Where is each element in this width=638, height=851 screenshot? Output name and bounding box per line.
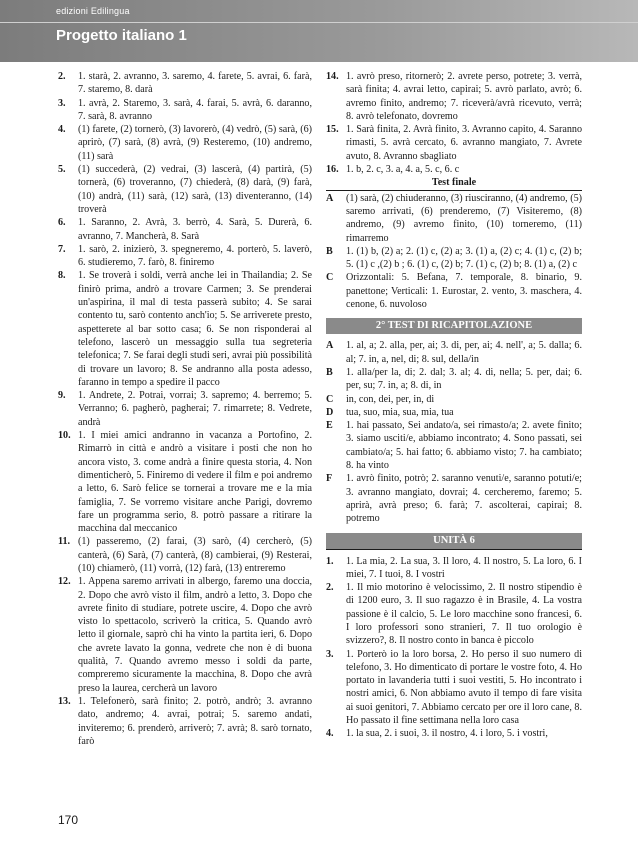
unit6-exercise-4 (326, 727, 582, 740)
exercise-number: 3. (326, 648, 334, 660)
exercise-number: 9. (58, 390, 66, 402)
section-answers: (1) sarà, (2) chiuderanno, (3) riusciranno, (4) andremo, (5) saremo arrivati, (6) prenderemo, (7) Visiteremo, (8) andremo, (9) avremo finito, (10) torneremo, (11) rimarremo (346, 192, 582, 244)
section-answers: 1. alla/per la, di; 2. dal; 3. al; 4. di, nella; 5. per, dai; 6. per, su; 7. in, a; 8. di, in (346, 366, 582, 392)
section-letter: B (326, 366, 333, 378)
recap-f (326, 472, 582, 525)
recap-c (326, 393, 582, 406)
exercise-number: 7. (58, 243, 66, 255)
section-answers: 1. al, a; 2. alla, per, ai; 3. di, per, ai; 4. nell', a; 5. dalla; 6. al; 7. in, a, nel, di; 8. sul, della/in (346, 340, 582, 365)
test-finale-title: Test finale (326, 176, 582, 190)
exercise-answers: 1. starà, 2. avranno, 3. saremo, 4. farete, 5. avrai, 6. farà, 7. staremo, 8. darà (78, 71, 312, 96)
exercise-4 (58, 123, 312, 163)
exercise-number: 11. (58, 536, 71, 548)
section-letter: D (326, 406, 334, 418)
exercise-2 (58, 70, 312, 97)
exercise-answers: 1. la sua, 2. i suoi, 3. il nostro, 4. i loro, 5. i vostri, (346, 728, 548, 740)
exercise-answers: 1. La mia, 2. La sua, 3. Il loro, 4. Il nostro, 5. La loro, 6. I miei, 7. I tuoi, 8. I vostri (346, 555, 582, 580)
exercise-number: 2. (58, 71, 66, 82)
exercise-5 (58, 163, 312, 216)
exercise-16 (326, 163, 582, 176)
exercise-number: 3. (58, 97, 66, 109)
section-answers: Orizzontali: 5. Befana, 7. temporale, 8. binario, 9. panettone; Verticali: 1. Eurostar, 2. vento, 3. maschera, 4. cenone, 6. nuvoloso (346, 272, 582, 311)
exercise-10 (58, 429, 312, 535)
test-finale-a (326, 192, 582, 245)
publisher-label: edizioni Edilingua (56, 6, 130, 16)
section-letter: A (326, 340, 334, 352)
exercise-11 (58, 535, 312, 575)
exercise-answers: 1. Andrete, 2. Potrai, vorrai; 3. sapremo; 4. berremo; 5. Verranno; 6. pagherò, pagherai; 7. rimarrete; 8. Vedrete, andrà (78, 390, 312, 428)
section-answers: 1. hai passato, Sei andato/a, sei rimasto/a; 2. avete finito; 3. siamo usciti/e, abbiamo incontrato; 4. Sono passati, sei cambiato/a; 5. hai fatto; 6. abbiamo visto; 7. ha cambiato; 8. ha vinto (346, 420, 582, 472)
exercise-number: 1. (326, 555, 334, 567)
series-title: Progetto italiano 1 (56, 27, 187, 44)
recap-test-banner: 2° TEST DI RICAPITOLAZIONE (326, 318, 582, 334)
exercise-answers: 1. Saranno, 2. Avrà, 3. berrò, 4. Sarà, 5. Durerà, 6. avranno, 7. Mancherà, 8. Sarà (78, 217, 312, 242)
right-column (326, 70, 582, 741)
exercise-number: 15. (326, 124, 339, 136)
page-number: 170 (58, 813, 79, 827)
exercise-answers: 1. b, 2. c, 3. a, 4. a, 5. c, 6. c (346, 164, 460, 176)
exercise-number: 13. (58, 695, 71, 707)
exercise-answers: 1. I miei amici andranno in vacanza a Portofino, 2. Rimarrò in città e andrò a visitare i posti che non ho ancora visto, 3. come andrà a finire questa storia, 4. Non dimenticherò, 5. Finiremo di vedere il film e poi andremo a letto, 6. Sarò felice se tornerai a trovare me e la mia famiglia, 7. Se vorremo visitare anche Parigi, dovremo fare un programma serio, 8. potrò passare a ritirare la macchina dal meccanico (78, 430, 312, 535)
unit6-exercise-3 (326, 648, 582, 728)
exercise-answers: 1. avrà, 2. Staremo, 3. sarà, 4. farai, 5. avrà, 6. daranno, 7. sarà, 8. avranno (78, 97, 312, 122)
exercise-6 (58, 216, 312, 243)
exercise-answers: 1. Il mio motorino è velocissimo, 2. Il nostro stipendio è di 1200 euro, 3. Il suo ragazzo è in Brasile, 4. La vostra passione è il calcio, 5. Le loro macchine sono francesi, 6. I loro professori sono stranieri, 7. Il tuo orologio è svizzero?, 8. Il nostro conto in banca è piccolo (346, 582, 582, 647)
section-letter: C (326, 393, 334, 405)
exercise-number: 12. (58, 576, 71, 588)
section-letter: A (326, 192, 334, 204)
section-letter: B (326, 245, 333, 257)
exercise-answers: (1) passeremo, (2) farai, (3) sarò, (4) cercherò, (5) canterà, (6) Sarà, (7) canterà, (8) cambierai, (9) Resterai, (10) chiamerò, (11) vorrà, (12) farà, (13) entreremo (78, 536, 312, 574)
exercise-9 (58, 389, 312, 429)
exercise-answers: 1. Se troverà i soldi, verrà anche lei in Thailandia; 2. Se finirò prima, andrò a trovare Carmen; 3. Se prenderai un'aspirina, il mal di testa passerà subito; 4. Se sarai contento tu, sarò contento anch'io; 5. Se arriverete presto, aspetterete al bar sotto casa; 6. Se non risponderai al telefono, lascerò un messaggio sulla tua segreteria telefonica; 7. Se farai degli studi seri, avrai più possibilità di trovare un lavoro; 8. Se andranno alla posta adesso, faranno in tempo a spedire il pacco (78, 270, 312, 388)
section-answers: in, con, dei, per, in, di (346, 393, 435, 405)
exercise-number: 8. (58, 270, 66, 282)
recap-d (326, 406, 582, 419)
exercise-number: 10. (58, 430, 71, 442)
recap-e (326, 419, 582, 472)
exercise-number: 16. (326, 164, 339, 176)
recap-a (326, 339, 582, 366)
unit6-exercise-2 (326, 581, 582, 647)
unit-6-banner: UNITÀ 6 (326, 533, 582, 550)
section-answers: 1. (1) b, (2) a; 2. (1) c, (2) a; 3. (1) a, (2) c; 4. (1) c, (2) b; 5. (1) c ,(2) b ; 6. (1) c, (2) b; 7. (1) c, (2) b; 8. (1) a, (2) c (346, 245, 582, 271)
exercise-answers: 1. Porterò io la loro borsa, 2. Ho perso il suo numero di telefono, 3. Ho dimenticato di portare le vostre foto, 4. Ho portato in lavanderia tutti i suoi vestiti, 5. Ho incontrato i nostri amici, 6. Non abbiamo avuto il tempo di fare visita ai suoi genitori, 7. Abbiamo cercato per ore il loro cane, 8. Ho passato il fine settimana nella loro casa (346, 648, 582, 727)
exercise-15 (326, 123, 582, 163)
recap-b (326, 366, 582, 393)
unit6-exercise-1 (326, 555, 582, 582)
section-answers: 1. avrò finito, potrò; 2. saranno venuti/e, saranno potuti/e; 3. avranno mangiato, dovrai; 4. cercheremo, faremo; 5. aprirà, avrà preso; 6. farà; 7. ascolterai, capirai; 8. potremo (346, 473, 582, 525)
exercise-12 (58, 575, 312, 695)
exercise-number: 14. (326, 71, 339, 82)
exercise-answers: 1. Sarà finita, 2. Avrà finito, 3. Avranno capito, 4. Saranno rimasti, 5. avrà cercato, 6. avranno mangiato, 7. Avrete avuto, 8. Avranno sbagliato (346, 124, 582, 162)
exercise-number: 4. (326, 728, 334, 740)
page-header (0, 0, 638, 62)
left-column (58, 70, 312, 748)
exercise-answers: 1. avrò preso, ritornerò; 2. avrete perso, potrete; 3. verrà, sarà finita; 4. avrai letto, capirai; 5. avrò parlato, avrò; 6. avremo finito, andremo; 7. riceverà/avrà ricevuto, verrà; 8. avrò telefonato, dovremo (346, 71, 582, 122)
test-finale-c (326, 271, 582, 311)
exercise-7 (58, 243, 312, 270)
exercise-8 (58, 269, 312, 389)
exercise-13 (58, 695, 312, 748)
exercise-number: 5. (58, 164, 66, 176)
exercise-answers: 1. sarò, 2. inizierò, 3. spegneremo, 4. porterò, 5. laverò, 6. studieremo, 7. farò, 8. finiremo (78, 243, 312, 269)
section-letter: E (326, 420, 333, 432)
exercise-answers: (1) succederà, (2) vedrai, (3) lascerà, (4) partirà, (5) tornerà, (6) troveranno, (7) chiederà, (8) darà, (9) farà, (10) andrà, (11) sarà, (12) sarà, (13) diventeranno, (14) troverà (78, 164, 312, 215)
exercise-answers: 1. Telefonerò, sarà finito; 2. potrò, andrò; 3. avranno dato, andremo; 4. avrai, potrai; 5. saremo andati, inviteremo; 6. prenderò, arriverò; 7. avrà; 8. sarò tornato, farò (78, 695, 312, 747)
exercise-3 (58, 97, 312, 124)
exercise-14 (326, 70, 582, 123)
exercise-answers: 1. Appena saremo arrivati in albergo, faremo una doccia, 2. Dopo che avrò visto il film, andrò a letto, 3. Dopo che avrete finito di studiare, potrete uscire, 4. Dopo che avrò visto lo spettacolo, scriverò la critica, 5. Quando avrò letto il giornale, saprò chi ha vinto la partita ieri, 6. Dopo che avrete lavato la gonna, vedrete che non è di buona qualità, 7. Quando avremo messo i soldi da parte, compreremo sicuramente la macchina, 8. Dopo che avrà preso la laurea, cercherà un lavoro (78, 576, 312, 694)
header-divider (0, 22, 638, 23)
exercise-number: 6. (58, 217, 66, 229)
section-letter: C (326, 272, 334, 284)
test-finale-b (326, 245, 582, 272)
exercise-answers: (1) farete, (2) tornerò, (3) lavorerò, (4) vedrò, (5) sarà, (6) aprirò, (7) sarà, (8) avrà, (9) Resteremo, (10) andremo, (11) sarà (78, 124, 312, 162)
exercise-number: 4. (58, 124, 66, 136)
section-answers: tua, suo, mia, sua, mia, tua (346, 406, 454, 418)
exercise-number: 2. (326, 582, 334, 594)
section-letter: F (326, 473, 333, 485)
